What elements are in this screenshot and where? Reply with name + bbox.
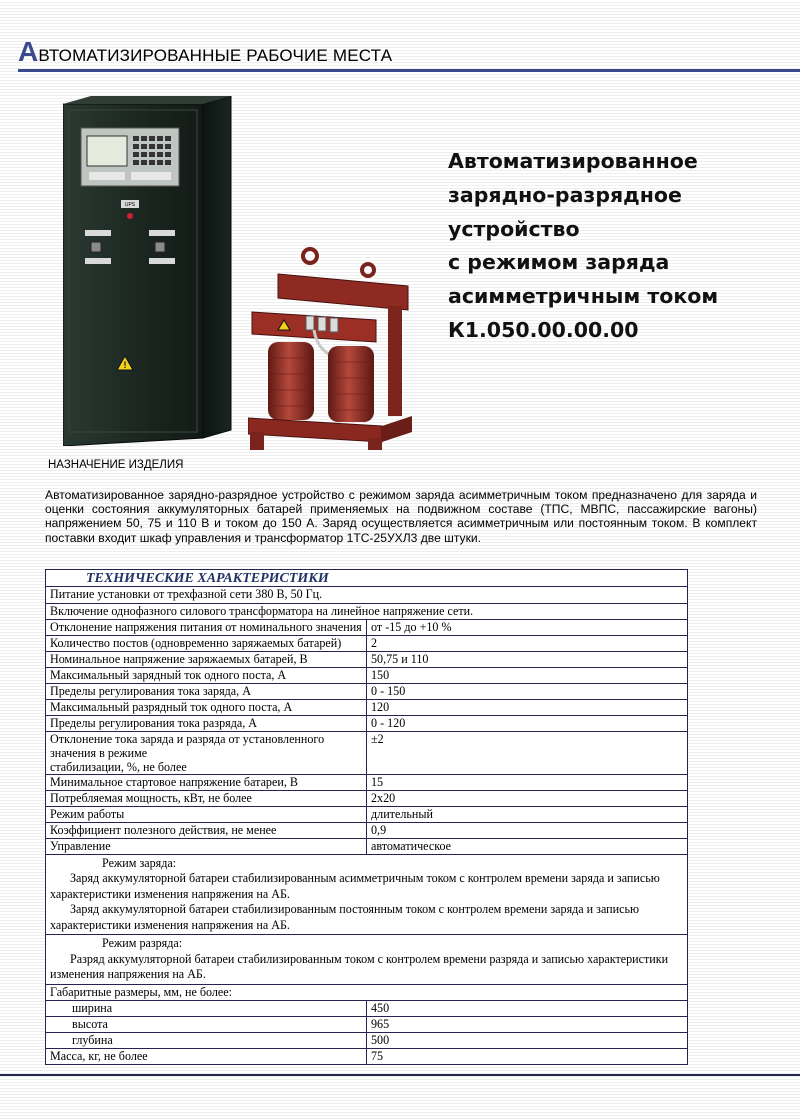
spec-name: Номинальное напряжение заряжаемых батарей, В: [46, 651, 367, 667]
charge-mode-text: Заряд аккумуляторной батареи стабилизированным асимметричным током с контролем времени заряда и записью характеристики изменения напряжения на АБ.: [50, 871, 660, 901]
product-description: Автоматизированное зарядно-разрядное устройство с режимом заряда асимметричным током предназначено для заряда и оценки состояния аккумуляторных батарей применяемых на подвижном составе (ТПС, МВПС, пассажирские вагоны) напряжением 50, 75 и 110 В и током до 150 А. Заряд осуществляется асимметричным или постоянным током. В комплект поставки входит шкаф управления и трансформатор 1ТС-25УХЛ3 две штуки.: [45, 488, 757, 545]
discharge-mode-title: Режим разряда:: [102, 936, 183, 950]
spec-value: от -15 до +10 %: [367, 619, 688, 635]
product-title-line: устройство: [448, 216, 580, 241]
spec-name: [46, 731, 367, 774]
table-row: [46, 619, 687, 635]
discharge-mode-cell: [46, 935, 687, 985]
spec-name: Пределы регулирования тока заряда, А: [46, 683, 367, 699]
spec-value: 0 - 120: [367, 715, 688, 731]
spec-value: 2: [367, 635, 688, 651]
table-row: [46, 1048, 687, 1064]
charge-mode-cell: [46, 854, 687, 935]
purpose-heading: НАЗНАЧЕНИЕ ИЗДЕЛИЯ: [48, 459, 184, 471]
footer-divider: [0, 1074, 800, 1076]
control-cabinet-image: [63, 96, 233, 446]
header-title-rest: ВТОМАТИЗИРОВАННЫЕ РАБОЧИЕ МЕСТА: [38, 46, 393, 65]
table-row: [46, 774, 687, 790]
product-title-line: с режимом заряда: [448, 250, 670, 275]
spec-value: ±2: [367, 731, 688, 774]
table-row: [46, 587, 687, 603]
table-row: [46, 699, 687, 715]
spec-value: 2х20: [367, 790, 688, 806]
spec-name: Потребляемая мощность, кВт, не более: [46, 790, 367, 806]
spec-value: 965: [367, 1016, 688, 1032]
spec-full-row: Включение однофазного силового трансформатора на линейное напряжение сети.: [46, 603, 687, 619]
spec-name-line: Отклонение тока заряда и разряда от установленного значения в режиме: [50, 731, 325, 760]
header-underline: [18, 69, 800, 72]
spec-value: 0,9: [367, 822, 688, 838]
spec-name: ширина: [46, 1000, 367, 1016]
table-row: [46, 603, 687, 619]
header-first-letter: А: [18, 36, 39, 67]
spec-name: Количество постов (одновременно заряжаемых батарей): [46, 635, 367, 651]
spec-name: Отклонение напряжения питания от номинального значения: [46, 619, 367, 635]
specs-caption: ТЕХНИЧЕСКИЕ ХАРАКТЕРИСТИКИ: [46, 570, 687, 587]
spec-full-row: Питание установки от трехфазной сети 380 В, 50 Гц.: [46, 587, 687, 603]
header-title: [18, 38, 392, 66]
spec-value: 120: [367, 699, 688, 715]
ups-label: UPS: [124, 202, 136, 208]
spec-value: автоматическое: [367, 838, 688, 854]
charge-mode-text: Заряд аккумуляторной батареи стабилизированным постоянным током с контролем времени заряда и записью характеристики изменения напряжения на АБ.: [50, 902, 640, 932]
specs-section: [45, 569, 688, 1065]
spec-name: Максимальный зарядный ток одного поста, А: [46, 667, 367, 683]
product-title-line: асимметричным током: [448, 284, 719, 309]
spec-name: Пределы регулирования тока разряда, А: [46, 715, 367, 731]
transformer-image: [248, 246, 416, 452]
table-row: [46, 635, 687, 651]
table-row: [46, 1032, 687, 1048]
table-row: [46, 1016, 687, 1032]
spec-value: 450: [367, 1000, 688, 1016]
product-title-line: Автоматизированное: [448, 149, 698, 173]
table-row: [46, 683, 687, 699]
spec-name: Масса, кг, не более: [46, 1048, 367, 1064]
spec-value: 150: [367, 667, 688, 683]
spec-value: 15: [367, 774, 688, 790]
spec-name: Коэффициент полезного действия, не менее: [46, 822, 367, 838]
page-header: [18, 36, 800, 72]
spec-name: высота: [46, 1016, 367, 1032]
charge-mode-title: Режим заряда:: [102, 855, 177, 870]
spec-value: 75: [367, 1048, 688, 1064]
table-row: [46, 854, 687, 935]
table-row: [46, 984, 687, 1000]
table-row: [46, 731, 687, 774]
discharge-mode-text: Разряд аккумуляторной батареи стабилизированным током с контролем времени разряда и записью характеристики изменения напряжения на АБ.: [50, 951, 669, 981]
table-row: [46, 715, 687, 731]
spec-name: Режим работы: [46, 806, 367, 822]
table-row: [46, 935, 687, 985]
product-title: [448, 145, 793, 348]
spec-name-line: стабилизации, %, не более: [50, 759, 187, 774]
spec-value: 50,75 и 110: [367, 651, 688, 667]
product-code: К1.050.00.00.00: [448, 317, 639, 342]
dimensions-title: Габаритные размеры, мм, не более:: [46, 984, 687, 1000]
table-row: [46, 667, 687, 683]
specs-table: [46, 587, 687, 1064]
svg-text:!: !: [123, 360, 127, 370]
table-row: [46, 838, 687, 854]
table-row: [46, 806, 687, 822]
table-row: [46, 651, 687, 667]
spec-value: длительный: [367, 806, 688, 822]
spec-value: 0 - 150: [367, 683, 688, 699]
table-row: [46, 822, 687, 838]
spec-name: Минимальное стартовое напряжение батареи, В: [46, 774, 367, 790]
spec-name: глубина: [46, 1032, 367, 1048]
table-row: [46, 790, 687, 806]
spec-name: Максимальный разрядный ток одного поста, А: [46, 699, 367, 715]
spec-value: 500: [367, 1032, 688, 1048]
table-row: [46, 1000, 687, 1016]
spec-name: Управление: [46, 838, 367, 854]
product-title-line: зарядно-разрядное: [448, 182, 682, 207]
